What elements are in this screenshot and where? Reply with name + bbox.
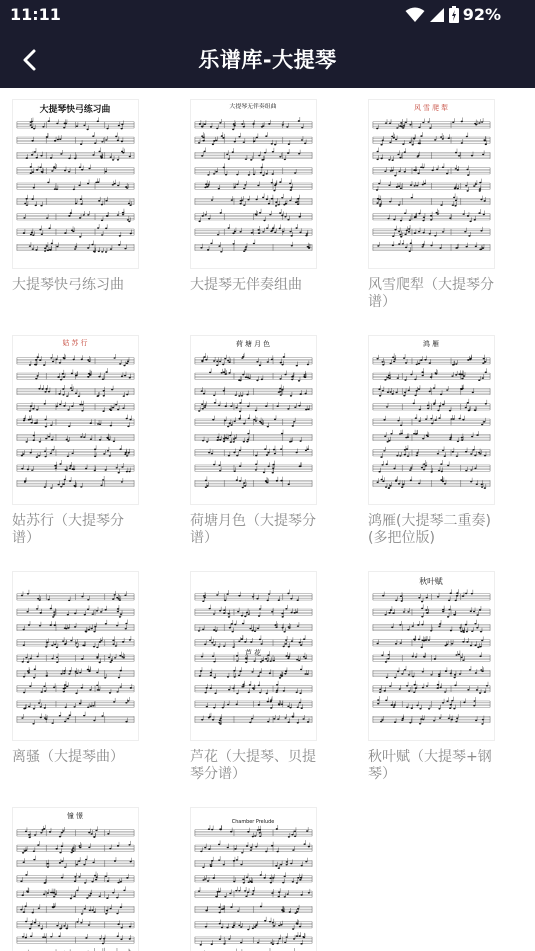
staff-lines — [373, 460, 490, 473]
score-title: 姑苏行（大提琴分谱） — [12, 513, 124, 546]
staff-lines — [195, 620, 312, 633]
wifi-icon — [405, 7, 425, 23]
sheet-heading: 鸿 雁 — [423, 339, 439, 348]
staff-lines — [17, 681, 134, 694]
score-thumbnail[interactable] — [190, 99, 317, 269]
staff-lines — [373, 193, 490, 206]
score-thumbnail[interactable] — [12, 571, 139, 741]
staff-lines — [17, 841, 134, 854]
app-bar — [0, 30, 535, 88]
staff-lines — [373, 132, 490, 145]
staff-lines — [373, 179, 490, 192]
staff-lines — [373, 589, 490, 602]
staff-lines — [195, 871, 312, 884]
staff-lines — [373, 604, 490, 617]
score-grid[interactable] — [0, 88, 535, 951]
staff-lines — [17, 415, 134, 428]
staff-lines — [195, 399, 312, 412]
staff-lines — [373, 620, 490, 633]
staff-lines — [195, 117, 312, 130]
staff-lines — [195, 178, 312, 191]
staff-lines — [195, 132, 312, 145]
sheet-heading: 荷 塘 月 色 — [235, 339, 271, 348]
staff-lines — [17, 711, 134, 724]
staff-lines — [373, 414, 490, 426]
score-title: 大提琴无伴奏组曲 — [190, 277, 302, 293]
staff-lines — [195, 825, 312, 838]
staff-lines — [17, 147, 134, 160]
sheet-heading: 秋叶赋 — [419, 576, 443, 586]
staff-lines — [195, 430, 312, 443]
staff-lines — [195, 590, 312, 603]
staff-lines — [195, 445, 312, 456]
staff-lines — [17, 400, 134, 412]
staff-lines — [373, 399, 490, 412]
staff-lines — [373, 384, 490, 396]
status-icons — [405, 5, 501, 24]
staff-lines — [373, 148, 490, 161]
score-title: 鸿雁(大提琴二重奏)(多把位版) — [368, 513, 491, 546]
staff-lines — [17, 195, 134, 207]
staff-lines — [17, 932, 134, 944]
staff-lines — [373, 635, 490, 648]
staff-lines — [17, 620, 134, 633]
staff-lines — [195, 385, 312, 397]
staff-lines — [373, 117, 490, 129]
battery-icon — [449, 6, 459, 23]
staff-lines — [373, 430, 490, 443]
staff-lines — [17, 117, 134, 130]
staff-lines — [17, 697, 134, 710]
status-bar — [0, 0, 535, 30]
staff-lines — [195, 476, 312, 488]
staff-lines — [17, 132, 134, 145]
staff-lines — [195, 681, 312, 694]
staff-lines — [17, 240, 134, 253]
staff-lines — [17, 209, 134, 222]
staff-lines — [195, 163, 312, 176]
staff-lines — [373, 651, 490, 663]
sheet-heading: Chamber Prelude — [231, 818, 275, 825]
score-title: 离骚（大提琴曲） — [12, 749, 124, 765]
staff-lines — [195, 193, 312, 206]
score-title: 风雪爬犁（大提琴分谱） — [368, 277, 494, 310]
staff-lines — [17, 605, 134, 618]
staff-lines — [195, 840, 312, 853]
staff-lines — [373, 696, 490, 710]
staff-lines — [195, 460, 312, 473]
staff-lines — [195, 635, 312, 648]
staff-lines — [195, 209, 312, 222]
staff-lines — [373, 445, 490, 458]
score-title: 荷塘月色（大提琴分谱） — [190, 513, 316, 546]
staff-lines — [17, 636, 134, 648]
score-thumbnail[interactable] — [12, 807, 139, 951]
score-thumbnail[interactable] — [190, 571, 317, 741]
staff-lines — [17, 825, 134, 838]
staff-lines — [373, 476, 490, 489]
staff-lines — [373, 225, 490, 237]
sheet-heading: 大提琴快弓练习曲 — [39, 104, 111, 115]
sheet-heading: 风 雪 爬 犁 — [413, 103, 449, 112]
staff-lines — [17, 368, 134, 380]
staff-lines — [195, 353, 312, 367]
staff-lines — [17, 856, 134, 868]
staff-lines — [195, 903, 312, 914]
staff-lines — [373, 353, 490, 365]
score-title: 秋叶赋（大提琴+钢琴） — [368, 749, 492, 782]
staff-lines — [17, 445, 134, 458]
sheet-heading: 姑 苏 行 — [62, 338, 88, 347]
score-title: 芦花（大提琴、贝提琴分谱） — [190, 749, 316, 782]
staff-lines — [17, 163, 134, 174]
score-thumbnail[interactable] — [190, 335, 317, 505]
staff-lines — [195, 696, 312, 709]
staff-lines — [195, 856, 312, 869]
sheet-heading: 大提琴无伴奏组曲 — [229, 103, 277, 110]
staff-lines — [17, 902, 134, 914]
staff-lines — [195, 712, 312, 724]
staff-lines — [373, 239, 490, 252]
staff-lines — [17, 918, 134, 930]
battery-percent: 92% — [462, 5, 501, 24]
score-thumbnail[interactable] — [190, 807, 317, 951]
staff-lines — [195, 605, 312, 618]
staff-lines — [17, 871, 134, 884]
staff-lines — [17, 652, 134, 664]
signal-icon — [429, 7, 445, 23]
score-title: 大提琴快弓练习曲 — [12, 277, 124, 293]
staff-lines — [195, 887, 312, 898]
staff-lines — [195, 239, 312, 252]
staff-lines — [373, 714, 490, 725]
staff-lines — [373, 666, 490, 678]
staff-lines — [17, 224, 134, 238]
staff-lines — [373, 681, 490, 694]
page-title: 乐谱库-大提琴 — [198, 48, 337, 72]
staff-lines — [17, 886, 134, 899]
staff-lines — [195, 224, 312, 237]
staff-lines — [17, 178, 134, 190]
staff-lines — [195, 665, 312, 678]
score-thumbnail[interactable] — [12, 99, 139, 269]
score-thumbnail[interactable] — [368, 335, 495, 505]
staff-lines — [195, 917, 312, 931]
staff-lines — [17, 460, 134, 473]
score-thumbnail[interactable] — [368, 571, 495, 741]
staff-lines — [195, 932, 312, 946]
staff-lines — [17, 590, 134, 601]
score-thumbnail[interactable] — [12, 335, 139, 505]
staff-lines — [17, 665, 134, 678]
staff-lines — [17, 384, 134, 397]
staff-lines — [195, 147, 312, 160]
staff-lines — [195, 414, 312, 427]
staff-lines — [373, 163, 490, 176]
staff-lines — [17, 432, 134, 443]
staff-lines — [373, 209, 490, 222]
status-time: 11:11 — [10, 5, 61, 24]
sheet-heading: 芦 花 — [245, 648, 261, 658]
sheet-heading: 憧 憬 — [67, 811, 83, 820]
staff-lines — [17, 476, 134, 489]
staff-lines — [17, 353, 134, 366]
staff-lines — [373, 368, 490, 381]
score-thumbnail[interactable] — [368, 99, 495, 269]
staff-lines — [195, 368, 312, 381]
